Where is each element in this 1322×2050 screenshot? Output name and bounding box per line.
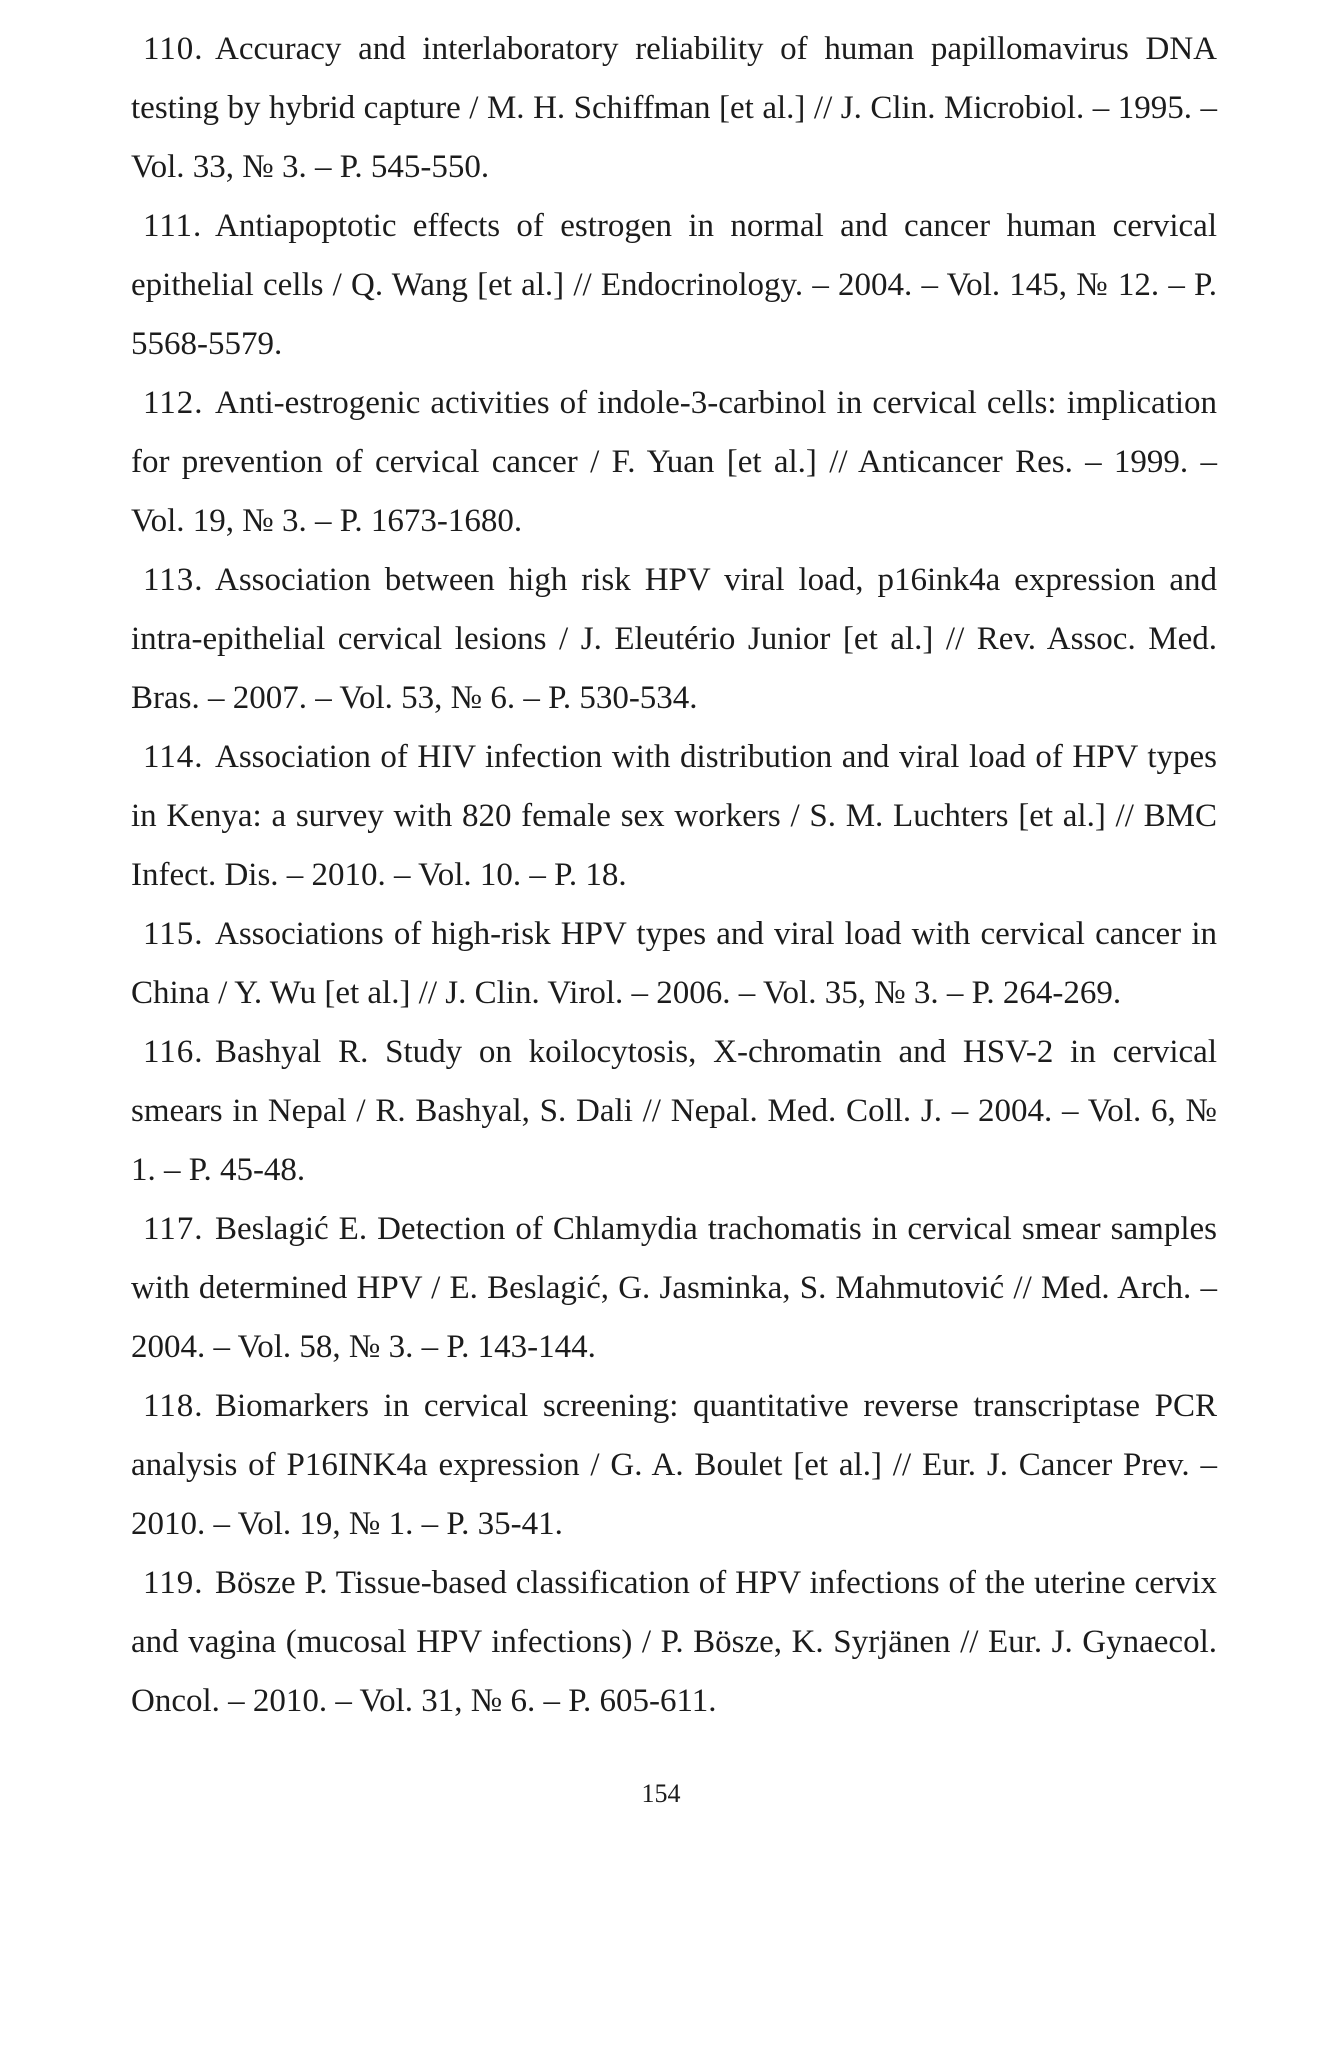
- reference-number: 117.: [143, 1211, 204, 1247]
- reference-text: Beslagić E. Detection of Chlamydia trachomatis in cervical smear samples with determined HPV / E. Beslagić, G. Jasminka, S. Mahmutović // Med. Arch. – 2004. – Vol. 58, № 3. – P. 143-144.: [131, 1211, 1217, 1365]
- reference-text: Biomarkers in cervical screening: quantitative reverse transcriptase PCR analysis of P16INK4a expression / G. A. Boulet [et al.] // Eur. J. Cancer Prev. – 2010. – Vol. 19, № 1. – P. 35-41.: [131, 1388, 1217, 1542]
- reference-text: Association between high risk HPV viral load, p16ink4a expression and intra-epithelial cervical lesions / J. Eleutério Junior [et al.] // Rev. Assoc. Med. Bras. – 2007. – Vol. 53, № 6. – P. 530-534.: [131, 562, 1217, 716]
- reference-text: Antiapoptotic effects of estrogen in normal and cancer human cervical epithelial cells / Q. Wang [et al.] // Endocrinology. – 2004. – Vol. 145, № 12. – P. 5568-5579.: [131, 208, 1217, 362]
- reference-number: 116.: [143, 1034, 204, 1070]
- reference-item: [0, 20, 1322, 197]
- reference-item: [0, 374, 1322, 551]
- reference-text: Associations of high-risk HPV types and viral load with cervical cancer in China / Y. Wu [et al.] // J. Clin. Virol. – 2006. – Vol. 35, № 3. – P. 264-269.: [131, 916, 1217, 1011]
- reference-item: [0, 197, 1322, 374]
- page-number: 154: [641, 1779, 681, 1808]
- reference-number: 112.: [143, 385, 204, 421]
- reference-number: 115.: [143, 916, 204, 952]
- reference-list: [0, 20, 1322, 1731]
- reference-item: [0, 905, 1322, 1023]
- reference-item: [0, 1023, 1322, 1200]
- reference-text: Anti-estrogenic activities of indole-3-carbinol in cervical cells: implication for prevention of cervical cancer / F. Yuan [et al.] // Anticancer Res. – 1999. – Vol. 19, № 3. – P. 1673-1680.: [131, 385, 1217, 539]
- reference-number: 111.: [143, 208, 203, 244]
- reference-item: [0, 1200, 1322, 1377]
- reference-item: [0, 1554, 1322, 1731]
- reference-text: Association of HIV infection with distribution and viral load of HPV types in Kenya: a survey with 820 female sex workers / S. M. Luchters [et al.] // BMC Infect. Dis. – 2010. – Vol. 10. – P. 18.: [131, 739, 1217, 893]
- reference-number: 110.: [143, 31, 204, 67]
- reference-text: Bashyal R. Study on koilocytosis, X-chromatin and HSV-2 in cervical smears in Nepal / R. Bashyal, S. Dali // Nepal. Med. Coll. J. – 2004. – Vol. 6, № 1. – P. 45-48.: [131, 1034, 1217, 1188]
- reference-text: Bösze P. Tissue-based classification of HPV infections of the uterine cervix and vagina (mucosal HPV infections) / P. Bösze, K. Syrjänen // Eur. J. Gynaecol. Oncol. – 2010. – Vol. 31, № 6. – P. 605-611.: [131, 1565, 1217, 1719]
- reference-number: 113.: [143, 562, 204, 598]
- reference-number: 119.: [143, 1565, 204, 1601]
- reference-item: [0, 728, 1322, 905]
- reference-item: [0, 551, 1322, 728]
- reference-number: 118.: [143, 1388, 204, 1424]
- reference-item: [0, 1377, 1322, 1554]
- reference-number: 114.: [143, 739, 204, 775]
- reference-text: Accuracy and interlaboratory reliability of human papillomavirus DNA testing by hybrid capture / M. H. Schiffman [et al.] // J. Clin. Microbiol. – 1995. – Vol. 33, № 3. – P. 545-550.: [131, 31, 1217, 185]
